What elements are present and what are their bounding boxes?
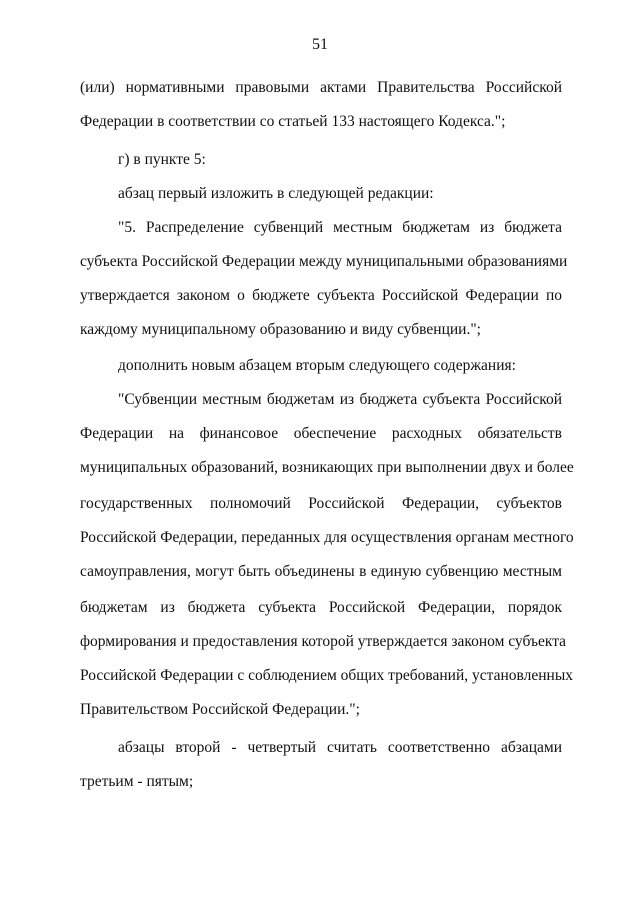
text-line: Федерации на финансовое обеспечение расходных обязательств	[80, 425, 562, 442]
page-number: 51	[312, 36, 328, 53]
text-line: третьим - пятым;	[80, 773, 194, 790]
text-line: муниципальных образований, возникающих при выполнении двух и более	[80, 459, 574, 476]
text-line: абзац первый изложить в следующей редакции:	[118, 185, 434, 202]
text-line: утверждается законом о бюджете субъекта Российской Федерации по	[80, 287, 562, 304]
text-line: "Субвенции местным бюджетам из бюджета субъекта Российской	[118, 391, 562, 408]
text-line: г) в пункте 5:	[118, 151, 206, 168]
text-line: каждому муниципальному образованию и виду субвенции.";	[80, 321, 481, 338]
text-line: абзацы второй - четвертый считать соответственно абзацами	[118, 739, 562, 756]
text-line: субъекта Российской Федерации между муниципальными образованиями	[80, 253, 568, 270]
text-line: самоуправления, могут быть объединены в единую субвенцию местным	[80, 563, 562, 580]
text-line: Правительством Российской Федерации.";	[80, 701, 360, 718]
text-line: бюджетам из бюджета субъекта Российской Федерации, порядок	[80, 599, 562, 616]
text-line: "5. Распределение субвенций местным бюджетам из бюджета	[118, 219, 562, 236]
text-line: государственных полномочий Российской Федерации, субъектов	[80, 495, 562, 512]
text-line: дополнить новым абзацем вторым следующего содержания:	[118, 357, 516, 374]
text-line: (или) нормативными правовыми актами Правительства Российской	[80, 79, 562, 96]
text-line: Российской Федерации с соблюдением общих требований, установленных	[80, 667, 574, 684]
text-line: Российской Федерации, переданных для осуществления органам местного	[80, 529, 574, 546]
text-line: Федерации в соответствии со статьей 133 настоящего Кодекса.";	[80, 113, 506, 130]
text-line: формирования и предоставления которой утверждается законом субъекта	[80, 633, 567, 650]
